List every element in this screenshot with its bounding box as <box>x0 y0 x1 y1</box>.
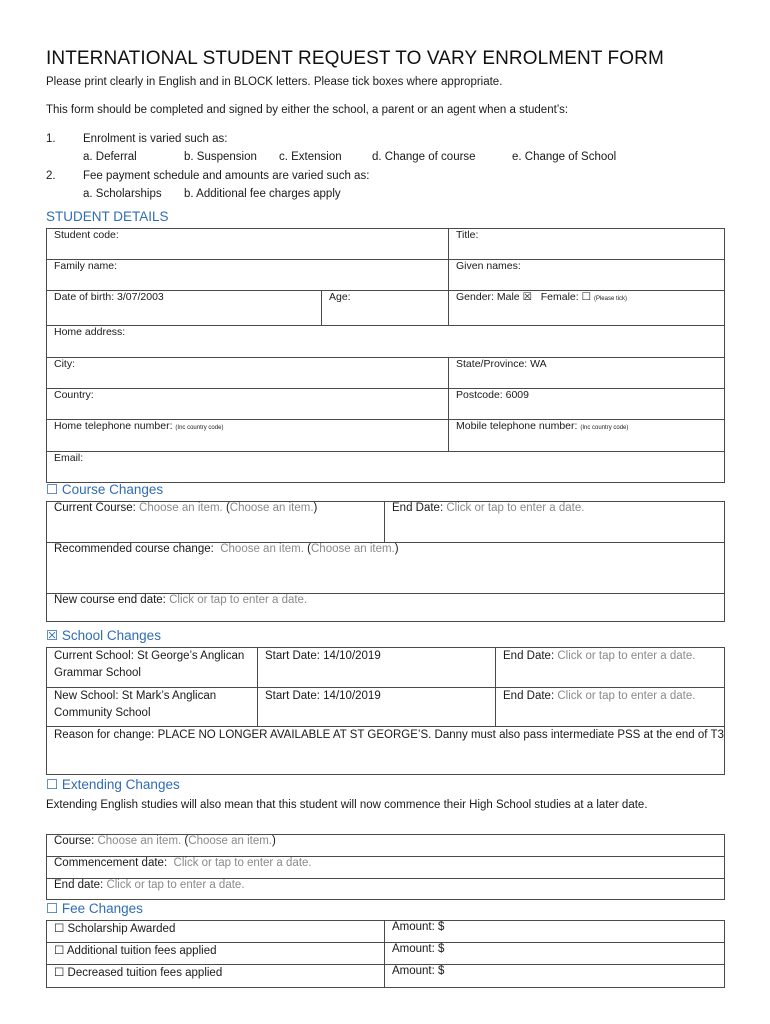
given-names-field[interactable]: Given names: <box>449 260 725 291</box>
list-option: e. Change of School <box>512 151 617 163</box>
male-checkbox[interactable]: ☒ <box>522 291 532 303</box>
course-end-date-picker[interactable]: Click or tap to enter a date. <box>446 502 585 514</box>
fee-changes-checkbox[interactable]: ☐ <box>46 901 59 916</box>
course-changes-checkbox[interactable]: ☐ <box>46 482 59 497</box>
course-changes-table <box>46 501 725 622</box>
fee-changes-table <box>46 920 725 988</box>
extending-end-date-label: End date: <box>54 879 104 891</box>
scholarship-awarded-option[interactable] <box>47 921 385 943</box>
recommended-course-select-secondary[interactable]: Choose an item. <box>311 543 395 555</box>
new-course-end-date-field[interactable] <box>47 594 725 622</box>
email-field[interactable]: Email: <box>47 452 725 483</box>
postcode-field[interactable]: Postcode: 6009 <box>449 389 725 420</box>
new-school-field[interactable]: New School: St Mark’s Anglican Community School <box>47 688 258 727</box>
student-details-table <box>46 228 725 483</box>
decreased-fees-amount-field[interactable]: Amount: $ <box>385 965 725 988</box>
list-option: a. Scholarships <box>83 188 162 200</box>
extending-changes-title: Extending Changes <box>61 777 180 792</box>
section-heading-course-changes <box>46 482 163 498</box>
commencement-date-label: Commencement date: <box>54 857 168 869</box>
section-heading-school-changes <box>46 628 161 644</box>
new-school-end-date-label: End Date: <box>503 690 555 702</box>
extending-changes-table <box>46 834 725 900</box>
scholarship-awarded-label: Scholarship Awarded <box>67 923 176 935</box>
current-school-end-date-field[interactable] <box>496 648 725 688</box>
course-end-date-label: End Date: <box>392 502 444 514</box>
table-row <box>47 943 725 965</box>
current-course-select-secondary[interactable]: Choose an item. <box>229 502 314 514</box>
extending-course-field[interactable]: Course: Choose an item. (Choose an item.) <box>47 835 725 857</box>
section-heading-extending-changes <box>46 777 180 793</box>
list-option: c. Extension <box>279 151 342 163</box>
extending-course-select-secondary[interactable]: Choose an item. <box>188 835 273 847</box>
current-course-select[interactable]: Choose an item. <box>139 502 223 514</box>
title-field[interactable]: Title: <box>449 229 725 260</box>
new-course-end-date-label: New course end date: <box>54 594 166 606</box>
city-field[interactable]: City: <box>47 358 449 389</box>
extending-end-date-field[interactable] <box>47 879 725 900</box>
reason-for-change-field[interactable]: Reason for change: PLACE NO LONGER AVAILABLE AT ST GEORGE’S. Danny must also pass intermediate PSS at the end of T3 <box>47 727 725 775</box>
state-province-field[interactable]: State/Province: WA <box>449 358 725 389</box>
current-school-field[interactable]: Current School: St George’s Anglican Grammar School <box>47 648 258 688</box>
fee-changes-title: Fee Changes <box>61 901 143 916</box>
extending-changes-checkbox[interactable]: ☐ <box>46 777 59 792</box>
list-number-1: 1. <box>46 133 56 145</box>
mobile-telephone-note: (Inc country code) <box>580 425 629 431</box>
please-tick-note: (Please tick) <box>593 296 627 302</box>
new-school-end-date-picker[interactable]: Click or tap to enter a date. <box>557 690 696 702</box>
student-code-field[interactable]: Student code: <box>47 229 449 260</box>
age-field[interactable]: Age: <box>322 291 449 326</box>
new-course-end-date-picker[interactable]: Click or tap to enter a date. <box>169 594 308 606</box>
country-field[interactable]: Country: <box>47 389 449 420</box>
recommended-course-select[interactable]: Choose an item. <box>220 543 304 555</box>
additional-fees-label: Additional tuition fees applied <box>66 945 217 957</box>
additional-fees-amount-field[interactable]: Amount: $ <box>385 943 725 965</box>
list-option: b. Suspension <box>184 151 257 163</box>
gender-field <box>449 291 725 326</box>
current-school-end-date-label: End Date: <box>503 650 555 662</box>
list-item-2: Fee payment schedule and amounts are varied such as: <box>83 170 370 182</box>
page-title: INTERNATIONAL STUDENT REQUEST TO VARY ENROLMENT FORM <box>46 48 664 69</box>
new-school-start-date[interactable]: Start Date: 14/10/2019 <box>258 688 496 727</box>
new-school-end-date-field[interactable] <box>496 688 725 727</box>
home-address-field[interactable]: Home address: <box>47 326 725 358</box>
list-option: d. Change of course <box>372 151 476 163</box>
current-course-label: Current Course: <box>54 502 136 514</box>
recommended-course-label: Recommended course change: <box>54 543 214 555</box>
extending-changes-note: Extending English studies will also mean that this student will now commence their High School studies at a later date. <box>46 799 648 811</box>
extending-course-select[interactable]: Choose an item. <box>97 835 182 847</box>
decreased-fees-checkbox[interactable]: ☐ <box>54 967 65 979</box>
school-changes-table <box>46 647 725 775</box>
list-option: b. Additional fee charges apply <box>184 188 341 200</box>
course-end-date-field[interactable] <box>385 502 725 543</box>
decreased-fees-label: Decreased tuition fees applied <box>67 967 223 979</box>
current-school-end-date-picker[interactable]: Click or tap to enter a date. <box>557 650 696 662</box>
list-number-2: 2. <box>46 170 56 182</box>
date-of-birth-field[interactable]: Date of birth: 3/07/2003 <box>47 291 322 326</box>
course-changes-title: Course Changes <box>61 482 164 497</box>
scholarship-amount-field[interactable]: Amount: $ <box>385 921 725 943</box>
commencement-date-picker[interactable]: Click or tap to enter a date. <box>173 857 312 869</box>
intro-purpose: This form should be completed and signed by either the school, a parent or an agent when a student’s: <box>46 104 569 116</box>
list-item-1: Enrolment is varied such as: <box>83 133 228 145</box>
gender-label: Gender: Male <box>456 291 520 303</box>
extending-course-label: Course: <box>54 835 95 847</box>
mobile-telephone-label: Mobile telephone number: <box>456 420 578 432</box>
recommended-course-field[interactable]: Recommended course change: Choose an item. (Choose an item.) <box>47 543 725 594</box>
table-row <box>47 921 725 943</box>
additional-fees-option[interactable] <box>47 943 385 965</box>
home-telephone-note: (Inc country code) <box>175 425 224 431</box>
table-row <box>47 965 725 988</box>
female-label: Female: <box>540 291 579 303</box>
decreased-fees-option[interactable] <box>47 965 385 988</box>
extending-end-date-picker[interactable]: Click or tap to enter a date. <box>106 879 245 891</box>
family-name-field[interactable]: Family name: <box>47 260 449 291</box>
current-school-start-date[interactable]: Start Date: 14/10/2019 <box>258 648 496 688</box>
mobile-telephone-field[interactable] <box>449 420 725 452</box>
list-option: a. Deferral <box>83 151 137 163</box>
current-course-field[interactable]: Current Course: Choose an item. (Choose an item.) <box>47 502 385 543</box>
intro-instructions: Please print clearly in English and in BLOCK letters. Please tick boxes where appropriate. <box>46 76 503 88</box>
school-changes-checkbox[interactable]: ☒ <box>46 628 59 643</box>
female-checkbox[interactable]: ☐ <box>581 291 592 303</box>
additional-fees-checkbox[interactable]: ☐ <box>54 945 65 957</box>
section-heading-student-details: STUDENT DETAILS <box>46 209 169 224</box>
scholarship-awarded-checkbox[interactable]: ☐ <box>54 923 65 935</box>
commencement-date-field[interactable] <box>47 857 725 879</box>
home-telephone-label: Home telephone number: <box>54 420 173 432</box>
section-heading-fee-changes <box>46 901 143 917</box>
home-telephone-field[interactable] <box>47 420 449 452</box>
school-changes-title: School Changes <box>61 628 161 643</box>
